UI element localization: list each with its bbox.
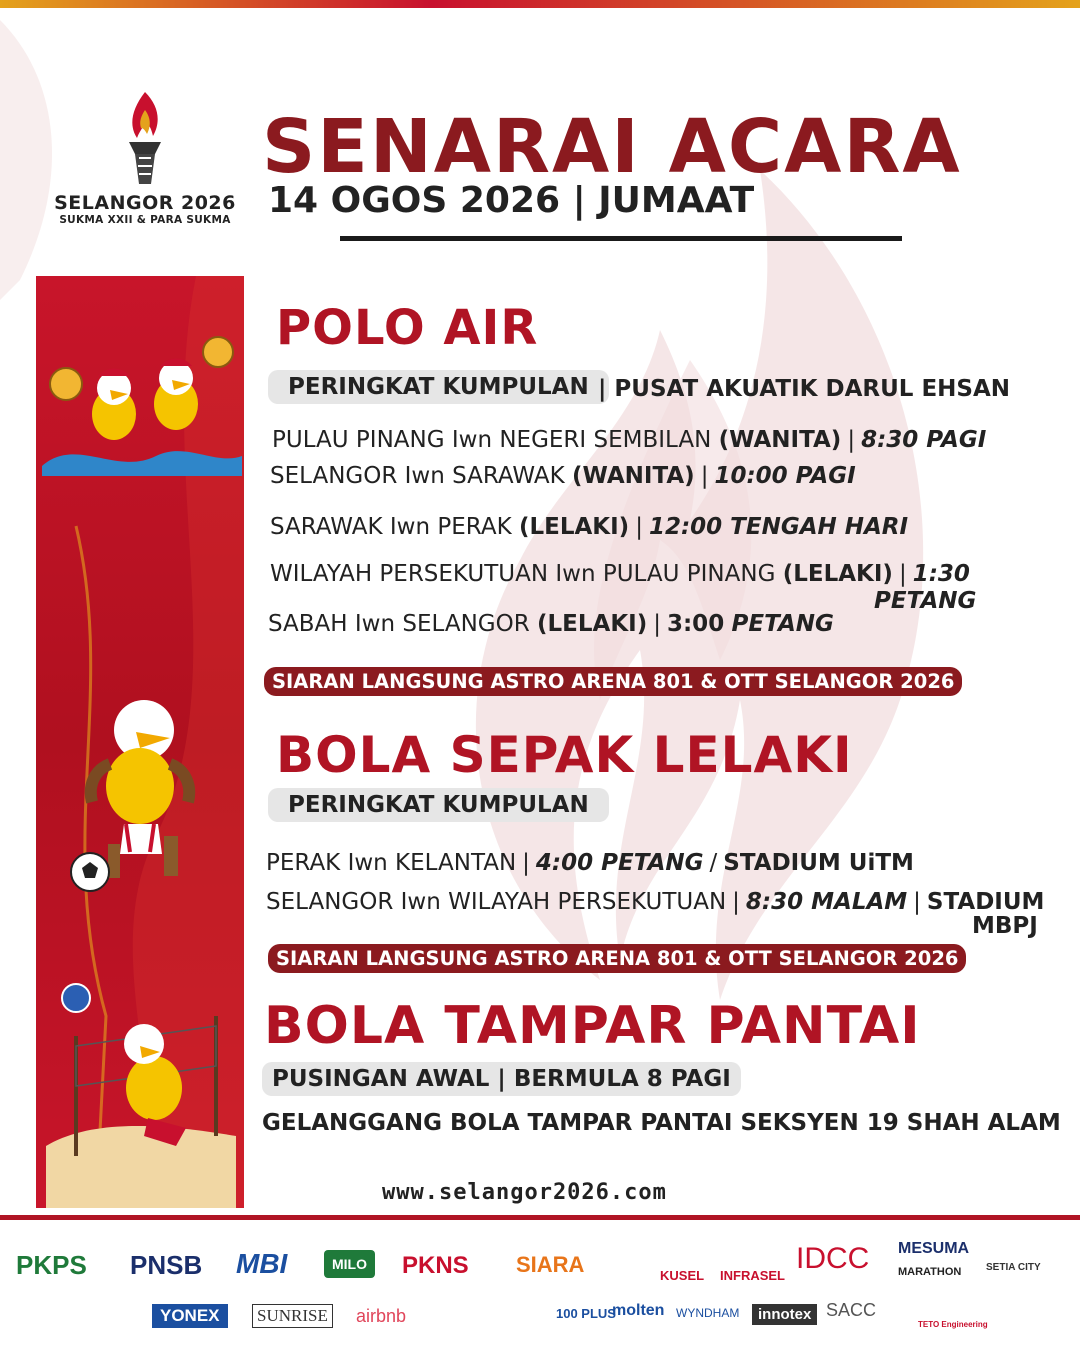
match-row: SARAWAK Iwn PERAK (LELAKI) | 12:00 TENGAH HARI [270, 514, 909, 540]
sponsor-logo: SETIA CITY [986, 1262, 1041, 1273]
sponsor-logo: WYNDHAM [676, 1306, 740, 1320]
broadcast-banner: SIARAN LANGSUNG ASTRO ARENA 801 & OTT SELANGOR 2026 [268, 944, 966, 973]
match-time: 4:00 PETANG [535, 850, 704, 876]
sponsor-logo: PKPS [16, 1250, 87, 1280]
match-category: (LELAKI) [518, 514, 630, 540]
match-time-period: PETANG [731, 611, 834, 637]
match-category: (LELAKI) [782, 561, 893, 587]
sponsor-logo: 100 PLUS [556, 1306, 616, 1321]
match-time: PETANG [874, 588, 977, 614]
logo-subtitle: SUKMA XXII & PARA SUKMA [59, 214, 231, 226]
match-teams: PERAK Iwn KELANTAN [266, 850, 517, 876]
logo-title: SELANGOR 2026 [54, 192, 236, 214]
mascot-panel [36, 276, 244, 1208]
website-link[interactable]: www.selangor2026.com [382, 1180, 667, 1205]
match-row: WILAYAH PERSEKUTUAN Iwn PULAU PINANG (LELAKI) | 1:30 [270, 561, 970, 587]
sponsor-logo: MILO [324, 1250, 375, 1278]
sponsor-logo: SUNRISE [252, 1304, 333, 1328]
stage-badge-polo-air: PERINGKAT KUMPULAN [268, 370, 609, 404]
match-time: 8:30 PAGI [861, 427, 987, 453]
match-venue: STADIUM [926, 889, 1045, 915]
match-time: 1:30 [912, 561, 970, 587]
sponsor-logo: INFRASEL [720, 1268, 785, 1283]
page-title: SENARAI ACARA [262, 104, 962, 190]
match-time-continued [874, 586, 976, 616]
match-time: 12:00 TENGAH HARI [648, 514, 909, 540]
sponsor-logo: MESUMA [898, 1240, 970, 1257]
sponsor-logo: molten [612, 1302, 665, 1319]
match-teams: WILAYAH PERSEKUTUAN Iwn PULAU PINANG [270, 561, 776, 587]
sponsor-logo: TETO Engineering [918, 1320, 988, 1329]
match-time: 10:00 PAGI [714, 463, 856, 489]
sponsor-logo: MBI [236, 1248, 288, 1279]
stage-badge-football: PERINGKAT KUMPULAN [268, 788, 609, 822]
sponsor-logo: KUSEL [660, 1268, 705, 1283]
sponsor-logo: MARATHON [898, 1266, 962, 1278]
sponsor-logo: IDCC [796, 1242, 870, 1275]
match-venue-continued [972, 911, 1038, 941]
match-teams: PULAU PINANG Iwn NEGERI SEMBILAN [272, 427, 712, 453]
match-category: (WANITA) [572, 463, 695, 489]
sponsor-logo: SIARA [516, 1252, 585, 1277]
match-time: 8:30 MALAM [745, 889, 908, 915]
match-teams: SELANGOR Iwn SARAWAK [270, 463, 565, 489]
match-time-number: 3:00 [666, 611, 725, 637]
match-category: (WANITA) [718, 427, 842, 453]
section-title-football: BOLA SEPAK LELAKI [276, 726, 853, 784]
venue-polo-air: | PUSAT AKUATIK DARUL EHSAN [598, 376, 1011, 402]
match-venue: MBPJ [972, 913, 1038, 939]
section-title-polo-air: POLO AIR [276, 300, 539, 356]
sponsor-logo: innotex [752, 1304, 817, 1325]
section-title-beach-volleyball: BOLA TAMPAR PANTAI [264, 996, 921, 1056]
match-row: PULAU PINANG Iwn NEGERI SEMBILAN (WANITA) | 8:30 PAGI [272, 427, 987, 453]
selangor-2026-logo [40, 88, 250, 238]
match-row: SABAH Iwn SELANGOR (LELAKI) | 3:00 PETANG [268, 611, 834, 637]
torch-icon [115, 88, 175, 188]
match-teams: SELANGOR Iwn WILAYAH PERSEKUTUAN [266, 889, 727, 915]
match-row: SELANGOR Iwn WILAYAH PERSEKUTUAN | 8:30 MALAM | STADIUM [266, 889, 1045, 915]
sponsor-logo: SACC [826, 1300, 877, 1320]
sponsor-logo: YONEX [152, 1304, 228, 1328]
match-venue: STADIUM UiTM [723, 850, 914, 876]
broadcast-banner: SIARAN LANGSUNG ASTRO ARENA 801 & OTT SELANGOR 2026 [264, 667, 962, 696]
sponsor-logo: airbnb [356, 1306, 407, 1326]
match-row: PERAK Iwn KELANTAN | 4:00 PETANG / STADIUM UiTM [266, 850, 914, 876]
event-date: 14 OGOS 2026 | JUMAAT [268, 180, 755, 221]
sponsor-logo: PNSB [130, 1250, 203, 1280]
match-row: SELANGOR Iwn SARAWAK (WANITA) | 10:00 PAGI [270, 463, 856, 489]
sponsor-logo: PKNS [402, 1252, 469, 1279]
title-divider [340, 236, 902, 241]
match-category: (LELAKI) [537, 611, 648, 637]
match-teams: SABAH Iwn SELANGOR [268, 611, 530, 637]
match-teams: SARAWAK Iwn PERAK [270, 514, 512, 540]
sponsor-strip [0, 1220, 1080, 1350]
stage-badge-beach-volleyball: PUSINGAN AWAL | BERMULA 8 PAGI [262, 1062, 741, 1096]
venue-beach-volleyball: GELANGGANG BOLA TAMPAR PANTAI SEKSYEN 19 SHAH ALAM [262, 1110, 1061, 1136]
